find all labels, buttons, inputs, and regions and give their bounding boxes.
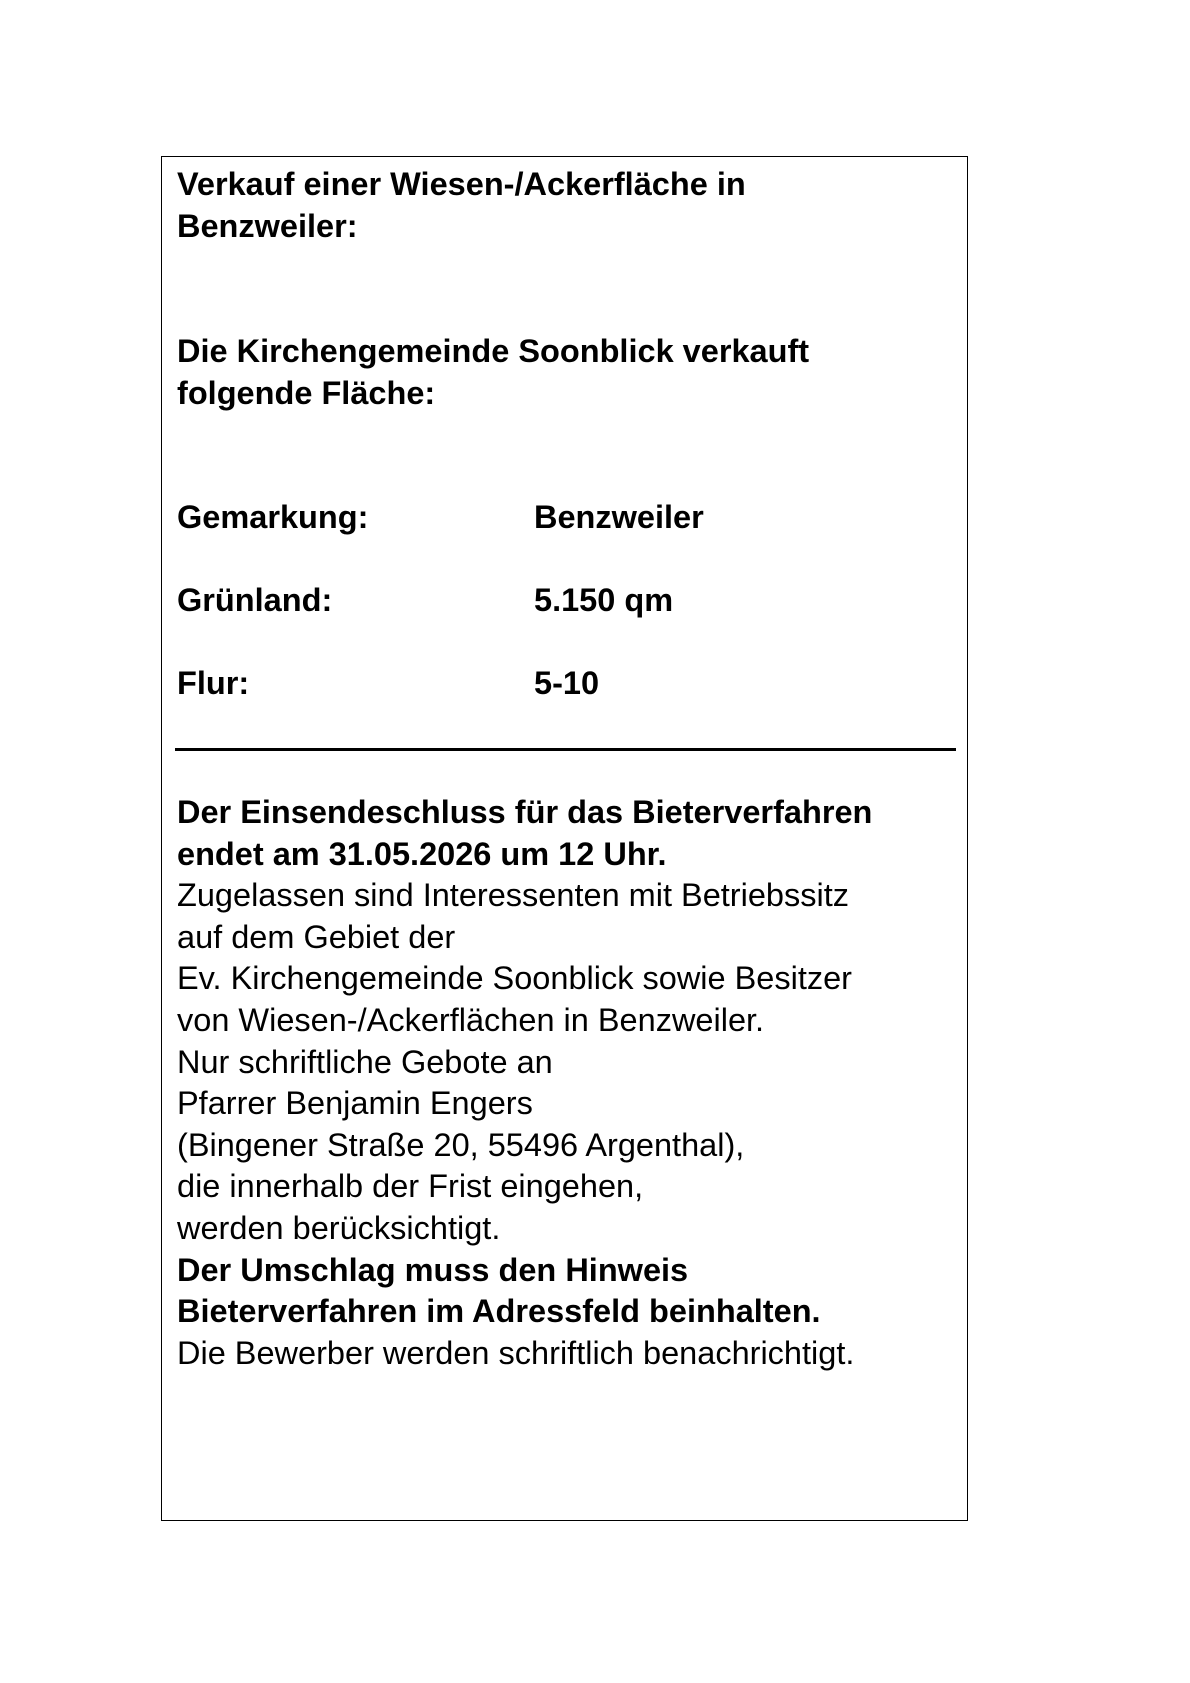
title-line-2: Benzweiler: bbox=[177, 208, 358, 244]
body-line: Die Bewerber werden schriftlich benachrichtigt. bbox=[177, 1334, 855, 1371]
detail-value-flur: 5-10 bbox=[534, 665, 600, 701]
detail-label-gruenland: Grünland: bbox=[177, 582, 333, 618]
body-line: Der Einsendeschluss für das Bieterverfahren bbox=[177, 794, 873, 830]
detail-label-flur: Flur: bbox=[177, 665, 250, 701]
body-line: endet am 31.05.2026 um 12 Uhr. bbox=[177, 835, 667, 872]
body-line: Der Umschlag muss den Hinweis bbox=[177, 1251, 689, 1288]
body-line: (Bingener Straße 20, 55496 Argenthal), bbox=[177, 1126, 745, 1163]
divider-line bbox=[175, 748, 956, 751]
intro-line-2: folgende Fläche: bbox=[177, 375, 436, 411]
body-line: Zugelassen sind Interessenten mit Betriebssitz bbox=[177, 877, 849, 914]
body-line: Nur schriftliche Gebote an bbox=[177, 1043, 553, 1080]
body-line: Bieterverfahren im Adressfeld beinhalten. bbox=[177, 1293, 821, 1330]
intro-line-1: Die Kirchengemeinde Soonblick verkauft bbox=[177, 333, 810, 369]
detail-value-gruenland: 5.150 qm bbox=[534, 582, 674, 618]
detail-value-gemarkung: Benzweiler bbox=[534, 499, 704, 535]
body-line: auf dem Gebiet der bbox=[177, 918, 456, 955]
body-line: von Wiesen-/Ackerflächen in Benzweiler. bbox=[177, 1002, 765, 1038]
body-line: Pfarrer Benjamin Engers bbox=[177, 1085, 533, 1122]
body-line: werden berücksichtigt. bbox=[177, 1210, 501, 1246]
body-line: Ev. Kirchengemeinde Soonblick sowie Besitzer bbox=[177, 960, 853, 997]
detail-label-gemarkung: Gemarkung: bbox=[177, 499, 369, 535]
body-line: die innerhalb der Frist eingehen, bbox=[177, 1168, 644, 1205]
title-line-1: Verkauf einer Wiesen-/Ackerfläche in bbox=[177, 166, 746, 202]
